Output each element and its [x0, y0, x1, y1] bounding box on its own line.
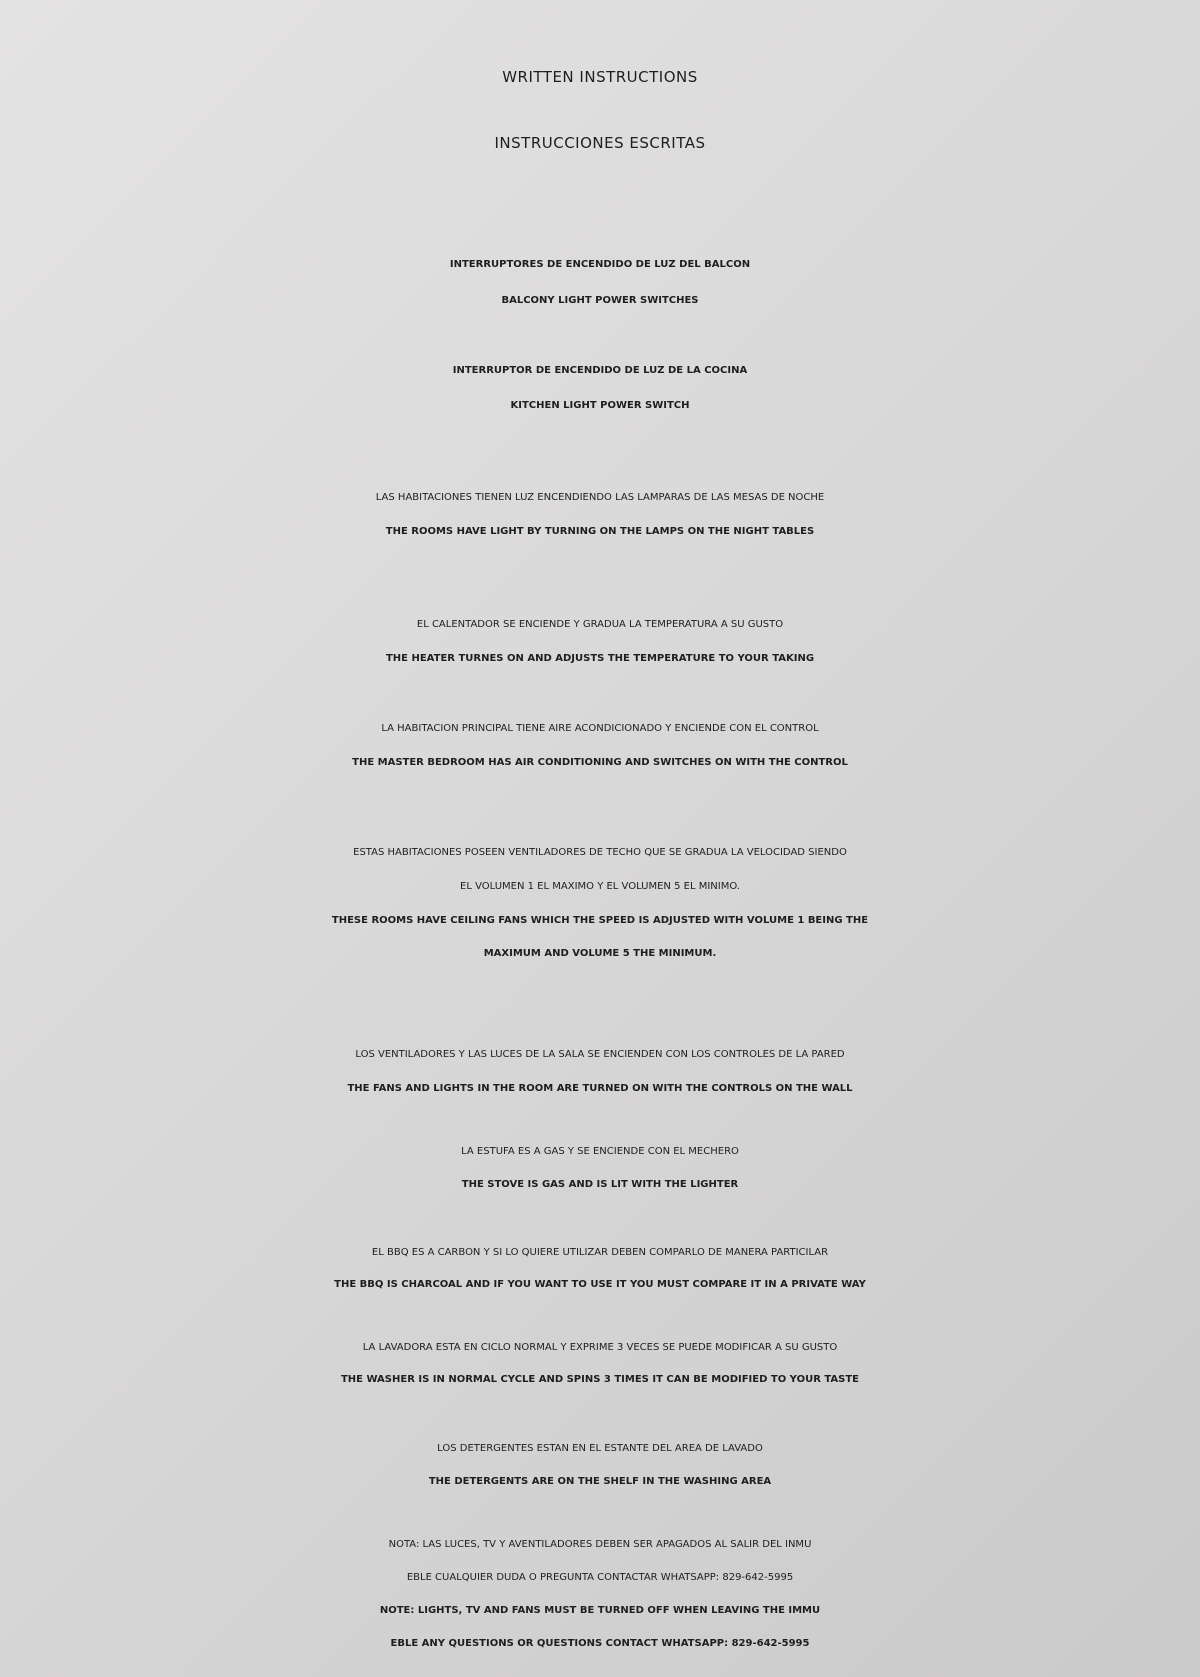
section-washer-en: THE WASHER IS IN NORMAL CYCLE AND SPINS 3 TIMES IT CAN BE MODIFIED TO YOUR TASTE [340, 1374, 860, 1385]
section-living-es: LOS VENTILADORES Y LAS LUCES DE LA SALA SE ENCIENDEN CON LOS CONTROLES DE LA PARED [355, 1049, 845, 1060]
section-ac-es: LA HABITACION PRINCIPAL TIENE AIRE ACONDICIONADO Y ENCIENDE CON EL CONTROL [381, 723, 819, 734]
section-rooms-lamps-es: LAS HABITACIONES TIENEN LUZ ENCENDIENDO LAS LAMPARAS DE LAS MESAS DE NOCHE [375, 492, 825, 503]
section-balcony-en: BALCONY LIGHT POWER SWITCHES [501, 295, 699, 306]
section-bbq-en: THE BBQ IS CHARCOAL AND IF YOU WANT TO USE IT YOU MUST COMPARE IT IN A PRIVATE WAY [334, 1279, 866, 1290]
section-heater-en: THE HEATER TURNES ON AND ADJUSTS THE TEMPERATURE TO YOUR TAKING [385, 653, 815, 664]
section-balcony-es: INTERRUPTORES DE ENCENDIDO DE LUZ DEL BALCON [449, 259, 751, 270]
title-spanish: INSTRUCCIONES ESCRITAS [494, 134, 706, 152]
section-fans-en-1: THESE ROOMS HAVE CEILING FANS WHICH THE SPEED IS ADJUSTED WITH VOLUME 1 BEING THE [331, 915, 869, 926]
section-fans-es-2: EL VOLUMEN 1 EL MAXIMO Y EL VOLUMEN 5 EL MINIMO. [460, 881, 740, 892]
section-living-en: THE FANS AND LIGHTS IN THE ROOM ARE TURNED ON WITH THE CONTROLS ON THE WALL [347, 1083, 853, 1094]
section-stove-es: LA ESTUFA ES A GAS Y SE ENCIENDE CON EL MECHERO [461, 1146, 739, 1157]
section-rooms-lamps-en: THE ROOMS HAVE LIGHT BY TURNING ON THE LAMPS ON THE NIGHT TABLES [385, 526, 815, 537]
section-washer-es: LA LAVADORA ESTA EN CICLO NORMAL Y EXPRIME 3 VECES SE PUEDE MODIFICAR A SU GUSTO [362, 1342, 838, 1353]
section-detergents-es: LOS DETERGENTES ESTAN EN EL ESTANTE DEL AREA DE LAVADO [437, 1443, 763, 1454]
note-es-2: EBLE CUALQUIER DUDA O PREGUNTA CONTACTAR WHATSAPP: 829-642-5995 [406, 1572, 794, 1583]
section-stove-en: THE STOVE IS GAS AND IS LIT WITH THE LIGHTER [461, 1179, 739, 1190]
title-english: WRITTEN INSTRUCTIONS [502, 68, 698, 86]
note-es-1: NOTA: LAS LUCES, TV Y AVENTILADORES DEBEN SER APAGADOS AL SALIR DEL INMU [388, 1539, 812, 1550]
section-fans-es-1: ESTAS HABITACIONES POSEEN VENTILADORES DE TECHO QUE SE GRADUA LA VELOCIDAD SIENDO [353, 847, 847, 858]
section-kitchen-es: INTERRUPTOR DE ENCENDIDO DE LUZ DE LA COCINA [452, 365, 748, 376]
section-bbq-es: EL BBQ ES A CARBON Y SI LO QUIERE UTILIZAR DEBEN COMPARLO DE MANERA PARTICILAR [371, 1247, 829, 1258]
note-en-1: NOTE: LIGHTS, TV AND FANS MUST BE TURNED OFF WHEN LEAVING THE IMMU [379, 1605, 821, 1616]
note-en-2: EBLE ANY QUESTIONS OR QUESTIONS CONTACT WHATSAPP: 829-642-5995 [390, 1638, 810, 1649]
section-kitchen-en: KITCHEN LIGHT POWER SWITCH [510, 400, 690, 411]
section-ac-en: THE MASTER BEDROOM HAS AIR CONDITIONING AND SWITCHES ON WITH THE CONTROL [352, 757, 848, 768]
section-fans-en-2: MAXIMUM AND VOLUME 5 THE MINIMUM. [483, 948, 717, 959]
section-detergents-en: THE DETERGENTS ARE ON THE SHELF IN THE WASHING AREA [428, 1476, 772, 1487]
section-heater-es: EL CALENTADOR SE ENCIENDE Y GRADUA LA TEMPERATURA A SU GUSTO [416, 619, 784, 630]
